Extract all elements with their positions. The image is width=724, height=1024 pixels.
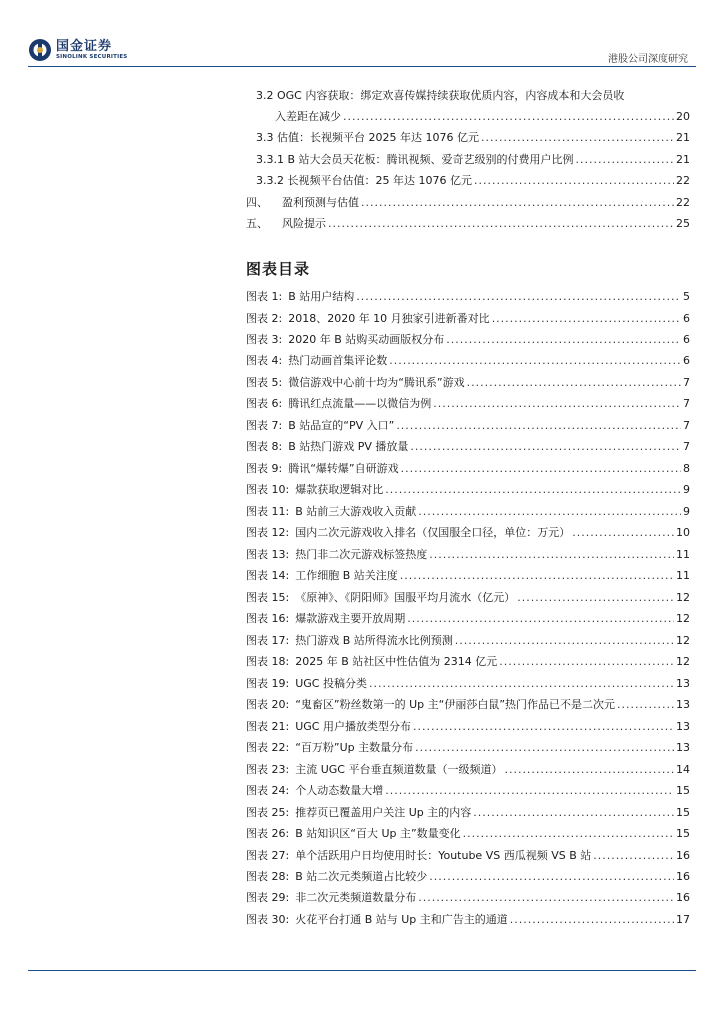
figure-label: 图表 23: bbox=[246, 762, 290, 776]
toc-entry[interactable] bbox=[256, 152, 690, 168]
leader-dots bbox=[396, 418, 681, 434]
toc-entry[interactable] bbox=[256, 88, 690, 104]
figure-page: 15 bbox=[676, 784, 690, 797]
toc-entry[interactable] bbox=[256, 173, 690, 189]
toc-entry-text: 3.2 OGC 内容获取：绑定欢喜传媒持续获取优质内容，内容成本和大会员收 bbox=[256, 89, 625, 102]
figure-title: 热门游戏 B 站所得流水比例预测 bbox=[295, 633, 453, 647]
figure-page: 12 bbox=[676, 590, 690, 604]
leader-dots bbox=[504, 762, 674, 778]
report-type: 港股公司深度研究 bbox=[608, 54, 688, 65]
figure-title: UGC 用户播放类型分布 bbox=[295, 719, 411, 733]
leader-dots bbox=[356, 289, 681, 305]
figure-title: 腾讯“爆转爆”自研游戏 bbox=[288, 461, 399, 475]
figure-title: B 站前三大游戏收入贡献 bbox=[295, 504, 417, 518]
figure-title: 腾讯红点流量——以微信为例 bbox=[288, 397, 432, 411]
figure-page: 8 bbox=[683, 461, 690, 475]
toc-page: 22 bbox=[676, 174, 690, 187]
figure-page: 12 bbox=[676, 612, 690, 626]
figure-label: 图表 1: bbox=[246, 290, 283, 303]
leader-dots bbox=[415, 740, 674, 756]
figure-title: 单个活跃用户日均使用时长：Youtube VS 西瓜视频 VS B 站 bbox=[295, 848, 592, 862]
leader-dots bbox=[593, 848, 674, 864]
toc-entry-text: 四、 盈利预测与估值 bbox=[246, 196, 359, 209]
figure-entry[interactable] bbox=[246, 375, 690, 391]
leader-dots bbox=[385, 482, 681, 498]
leader-dots bbox=[433, 396, 681, 412]
figure-label: 图表 30: bbox=[246, 912, 290, 926]
figure-label: 图表 25: bbox=[246, 805, 290, 819]
page-header bbox=[0, 0, 724, 72]
figure-label: 图表 9: bbox=[246, 461, 283, 475]
header-divider bbox=[28, 66, 696, 67]
figure-title: 推荐页已覆盖用户关注 Up 主的内容 bbox=[295, 805, 472, 819]
toc-page: 25 bbox=[676, 217, 690, 230]
figure-label: 图表 11: bbox=[246, 504, 290, 518]
figure-entry[interactable] bbox=[246, 332, 690, 348]
figure-label: 图表 4: bbox=[246, 354, 283, 368]
leader-dots bbox=[474, 173, 674, 189]
toc-page: 21 bbox=[676, 131, 690, 144]
figure-title: 微信游戏中心前十均为“腾讯系”游戏 bbox=[288, 375, 465, 389]
figure-title: “百万粉”Up 主数量分布 bbox=[295, 741, 414, 755]
leader-dots bbox=[473, 805, 674, 821]
figure-entry[interactable] bbox=[246, 869, 690, 885]
figure-page: 5 bbox=[683, 290, 690, 303]
figure-title: B 站二次元类频道占比较少 bbox=[295, 870, 428, 883]
figure-label: 图表 27: bbox=[246, 848, 290, 862]
figure-label: 图表 22: bbox=[246, 741, 290, 755]
toc-entry[interactable] bbox=[275, 109, 690, 125]
figure-title: 2025 年 B 站社区中性估值为 2314 亿元 bbox=[295, 655, 498, 669]
figure-label: 图表 6: bbox=[246, 397, 283, 411]
toc-entry-text: 3.3 估值：长视频平台 2025 年达 1076 亿元 bbox=[256, 131, 479, 144]
figure-entry[interactable] bbox=[246, 525, 690, 541]
figure-entry[interactable] bbox=[246, 396, 690, 412]
figure-entry[interactable] bbox=[246, 568, 690, 584]
figure-page: 9 bbox=[683, 504, 690, 518]
figure-title: 个人动态数量大增 bbox=[295, 784, 384, 797]
figure-title: B 站品宣的“PV 入口” bbox=[288, 418, 395, 432]
figure-page: 6 bbox=[683, 333, 690, 346]
figure-page: 6 bbox=[683, 311, 690, 325]
leader-dots bbox=[463, 826, 674, 842]
figure-label: 图表 15: bbox=[246, 590, 290, 604]
figure-label: 图表 26: bbox=[246, 827, 290, 840]
leader-dots bbox=[343, 109, 674, 125]
leader-dots bbox=[455, 633, 674, 649]
leader-dots bbox=[418, 504, 681, 520]
figure-entry[interactable] bbox=[246, 783, 690, 799]
figures-index-title: 图表目录 bbox=[246, 260, 311, 278]
figure-page: 16 bbox=[676, 870, 690, 883]
figure-page: 13 bbox=[676, 719, 690, 733]
leader-dots bbox=[499, 654, 674, 670]
figure-page: 12 bbox=[676, 655, 690, 669]
figure-entry[interactable] bbox=[246, 697, 690, 713]
figure-entry[interactable] bbox=[246, 311, 690, 327]
figure-entry[interactable] bbox=[246, 848, 690, 864]
toc-entry[interactable] bbox=[246, 216, 690, 232]
toc-entry[interactable] bbox=[256, 130, 690, 146]
figure-label: 图表 19: bbox=[246, 676, 290, 690]
figure-page: 17 bbox=[676, 912, 690, 926]
figure-title: UGC 投稿分类 bbox=[295, 676, 367, 690]
leader-dots bbox=[400, 568, 674, 584]
leader-dots bbox=[369, 676, 674, 692]
toc-entry-text: 3.3.2 长视频平台估值：25 年达 1076 亿元 bbox=[256, 174, 472, 187]
leader-dots bbox=[481, 130, 674, 146]
leader-dots bbox=[385, 783, 674, 799]
figure-page: 15 bbox=[676, 805, 690, 819]
figure-page: 13 bbox=[676, 676, 690, 690]
figure-page: 13 bbox=[676, 698, 690, 712]
figure-label: 图表 20: bbox=[246, 698, 290, 712]
figure-label: 图表 2: bbox=[246, 311, 283, 325]
toc-page: 22 bbox=[676, 196, 690, 209]
toc-entry-text: 五、 风险提示 bbox=[246, 217, 326, 230]
toc-page: 20 bbox=[676, 110, 690, 123]
toc-entry-text: 入差距在减少 bbox=[275, 110, 341, 123]
figure-page: 9 bbox=[683, 483, 690, 497]
figure-label: 图表 29: bbox=[246, 891, 290, 905]
figure-page: 16 bbox=[676, 848, 690, 862]
figure-title: 火花平台打通 B 站与 Up 主和广告主的通道 bbox=[295, 912, 508, 926]
leader-dots bbox=[418, 890, 674, 906]
figure-page: 15 bbox=[676, 827, 690, 840]
figure-title: 2018、2020 年 10 月独家引进新番对比 bbox=[288, 311, 490, 325]
figure-entry[interactable] bbox=[246, 890, 690, 906]
figure-page: 7 bbox=[683, 440, 690, 454]
figure-title: 2020 年 B 站购买动画版权分布 bbox=[288, 333, 445, 346]
figure-entry[interactable] bbox=[246, 826, 690, 842]
figure-page: 13 bbox=[676, 741, 690, 755]
leader-dots bbox=[361, 195, 674, 211]
figure-title: 国内二次元游戏收入排名（仅国服全口径，单位：万元） bbox=[295, 526, 571, 540]
leader-dots bbox=[576, 152, 674, 168]
figure-label: 图表 28: bbox=[246, 870, 290, 883]
figure-label: 图表 3: bbox=[246, 333, 283, 346]
figure-label: 图表 7: bbox=[246, 418, 283, 432]
leader-dots bbox=[517, 590, 674, 606]
figure-label: 图表 21: bbox=[246, 719, 290, 733]
figure-entry[interactable] bbox=[246, 805, 690, 821]
figure-page: 7 bbox=[683, 397, 690, 411]
figure-label: 图表 12: bbox=[246, 526, 290, 540]
figure-page: 14 bbox=[676, 762, 690, 776]
logo bbox=[28, 38, 127, 62]
figure-title: B 站热门游戏 PV 播放量 bbox=[288, 440, 409, 454]
leader-dots bbox=[328, 216, 674, 232]
figure-page: 10 bbox=[676, 526, 690, 540]
figure-entry[interactable] bbox=[246, 461, 690, 477]
figure-title: 爆款游戏主要开放周期 bbox=[295, 612, 406, 626]
leader-dots bbox=[389, 353, 681, 369]
figure-label: 图表 16: bbox=[246, 612, 290, 626]
figure-page: 12 bbox=[676, 633, 690, 647]
figure-entry[interactable] bbox=[246, 676, 690, 692]
figure-title: 工作细胞 B 站关注度 bbox=[295, 569, 398, 583]
toc-entry-text: 3.3.1 B 站大会员天花板：腾讯视频、爱奇艺级别的付费用户比例 bbox=[256, 153, 574, 166]
figure-title: 热门动画首集评论数 bbox=[288, 354, 388, 368]
figure-entry[interactable] bbox=[246, 353, 690, 369]
figure-page: 7 bbox=[683, 418, 690, 432]
figure-entry[interactable] bbox=[246, 611, 690, 627]
figure-label: 图表 10: bbox=[246, 483, 290, 497]
leader-dots bbox=[410, 439, 681, 455]
toc-page: 21 bbox=[676, 153, 690, 166]
figure-title: 《原神》、《阴阳师》国服平均月流水（亿元） bbox=[295, 590, 516, 604]
figure-page: 11 bbox=[676, 569, 690, 583]
figure-title: B 站用户结构 bbox=[288, 290, 355, 303]
figure-title: 主流 UGC 平台垂直频道数量（一级频道） bbox=[295, 762, 503, 776]
leader-dots bbox=[572, 525, 674, 541]
figure-label: 图表 17: bbox=[246, 633, 290, 647]
figure-entry[interactable] bbox=[246, 719, 690, 735]
figure-entry[interactable] bbox=[246, 590, 690, 606]
figure-page: 7 bbox=[683, 375, 690, 389]
leader-dots bbox=[401, 461, 681, 477]
figure-title: 非二次元类频道数量分布 bbox=[295, 891, 417, 905]
toc-entry[interactable] bbox=[246, 195, 690, 211]
figure-label: 图表 18: bbox=[246, 655, 290, 669]
figure-label: 图表 14: bbox=[246, 569, 290, 583]
footer-divider bbox=[28, 970, 696, 971]
figure-entry[interactable] bbox=[246, 633, 690, 649]
figure-page: 11 bbox=[676, 547, 690, 561]
leader-dots bbox=[617, 697, 674, 713]
figure-label: 图表 24: bbox=[246, 784, 290, 797]
figure-title: B 站知识区“百大 Up 主”数量变化 bbox=[295, 827, 461, 840]
leader-dots bbox=[467, 375, 681, 391]
figure-entry[interactable] bbox=[246, 912, 690, 928]
figure-entry[interactable] bbox=[246, 418, 690, 434]
leader-dots bbox=[510, 912, 674, 928]
figure-title: 爆款获取逻辑对比 bbox=[295, 483, 384, 497]
leader-dots bbox=[429, 869, 674, 885]
figure-page: 6 bbox=[683, 354, 690, 368]
leader-dots bbox=[407, 611, 674, 627]
figure-label: 图表 13: bbox=[246, 547, 290, 561]
leader-dots bbox=[446, 332, 681, 348]
figure-entry[interactable] bbox=[246, 654, 690, 670]
sinolink-logo-icon bbox=[28, 38, 52, 62]
leader-dots bbox=[492, 311, 681, 327]
figure-entry[interactable] bbox=[246, 762, 690, 778]
figure-entry[interactable] bbox=[246, 482, 690, 498]
leader-dots bbox=[429, 547, 674, 563]
figure-title: 热门非二次元游戏标签热度 bbox=[295, 547, 428, 561]
figure-entry[interactable] bbox=[246, 547, 690, 563]
figure-entry[interactable] bbox=[246, 439, 690, 455]
figure-title: “鬼畜区”粉丝数第一的 Up 主“伊丽莎白鼠”热门作品已不是二次元 bbox=[295, 698, 616, 712]
figure-entry[interactable] bbox=[246, 504, 690, 520]
figure-label: 图表 5: bbox=[246, 375, 283, 389]
figure-label: 图表 8: bbox=[246, 440, 283, 454]
figure-entry[interactable] bbox=[246, 289, 690, 305]
figure-entry[interactable] bbox=[246, 740, 690, 756]
leader-dots bbox=[413, 719, 674, 735]
figure-page: 16 bbox=[676, 891, 690, 905]
logo-en: SINOLINK SECURITIES bbox=[56, 53, 128, 60]
logo-cn: 国金证券 bbox=[56, 38, 113, 54]
